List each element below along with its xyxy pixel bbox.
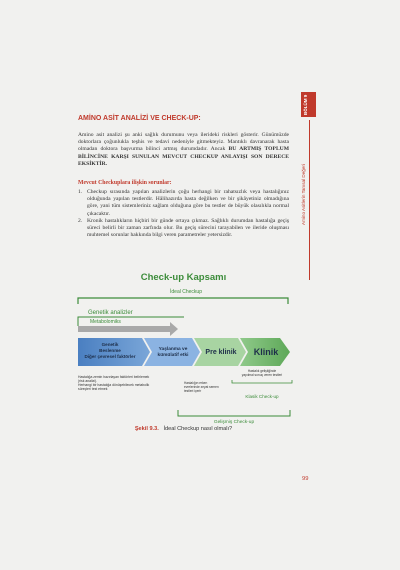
note-risk-line: Hastalığa zemin hazırlayan faktörleri belirlemek [78, 375, 150, 379]
caption-label: Şekil 9.3. [134, 426, 159, 432]
chapter-label: BÖLÜM 9 [303, 94, 308, 115]
note-clinic-line: yapılmal sonuç veren testleri [241, 373, 283, 377]
note-clinic-line: Hastalık geliştiğinde [247, 369, 277, 373]
intro-paragraph [78, 132, 289, 168]
list-item: 2. Kronik hastalıkların hiçbiri bir günde ortaya çıkmaz. Sağlıklı durumdan hastalığa geçiş süreci belirli bir zaman zarfında olur. Bu geçiş sürecini tarayabilen ve ileride oluşması muhtemel sorunlar hakkında bilgi veren parametreler yetersizdir. [78, 217, 289, 239]
ideal-checkup-label: İdeal Checkup [170, 289, 202, 295]
checkup-diagram [74, 282, 294, 432]
side-rule [309, 120, 310, 280]
intro-emphasis: BU ARTMIŞ TOPLUM BİLİNCİNE KARŞI SUNULAN MEVCUT CHECKUP ANLAYIŞI SON DERECE EKSİKTİR. [78, 146, 289, 167]
problems-heading: Mevcut Checkuplara ilişkin sorunlar: [78, 180, 172, 186]
note-risk-line: (risk analizi). [78, 379, 98, 383]
genetic-label: Genetik analizler [88, 310, 133, 316]
gelismis-checkup-label: Gelişmiş Check-up [213, 420, 255, 425]
note-risk-line: süreçleri test etmek [78, 387, 108, 391]
note-early-line: Hastalığın erken [184, 381, 208, 385]
metabolomics-label: Metabolomiks [90, 319, 121, 325]
ideal-bracket [78, 298, 288, 304]
klasik-bracket [232, 380, 292, 383]
problems-list [78, 189, 289, 239]
stage-preclinic-label: Pre klinik [205, 349, 237, 356]
gelismis-bracket [178, 410, 290, 416]
note-risk-line: Herhangi bir hastalığa dönüşebilecek metabolik [78, 383, 150, 387]
stage-diet-line: Beslenme [99, 348, 121, 353]
stage-genetics-line: Genetik [101, 342, 119, 347]
note-early-line: testleri içerir [184, 389, 202, 393]
list-item: 1. Checkup sırasında yapılan analizlerin çoğu herhangi bir rahatsızlık veya hastalığınız olduğunda yapılan testlerdir. Hâlihazırda hasta değilken ve bir şikâyetiniz olmadığına göre, yani tüm sistemleriniz sağlam olduğuna göre bu testler de büyük olasılıkla normal çıkacaktır. [78, 189, 289, 217]
stage-aging-arrow [144, 338, 200, 366]
stage-clinic-label: Klinik [253, 347, 279, 357]
stage-cumulative-line: kümülatif etki [157, 353, 189, 358]
intro-text: Amino asit analizi şu anki sağlık durumunu veya ilerideki riskleri gösterir. Günümüzde doktorlara çoğunlukla teşhis ve tedavi nedeniyle gitmekteyiz. Mantıklı davranarak hasta olmadan doktora başvurma bilinci artmış durumdadır. Ancak [78, 132, 289, 153]
note-early-line: evrelerinde zeyat semen [184, 385, 219, 389]
klasik-checkup-label: Klasik Check-up [245, 394, 279, 399]
figure-caption [78, 426, 289, 432]
chapter-tab [301, 92, 316, 117]
section-title: AMİNO ASİT ANALİZİ VE CHECK-UP: [78, 115, 201, 122]
running-title: Amino Asitlerin Tanısal Değeri [301, 164, 306, 225]
caption-text: İdeal Checkup nasıl olmalı? [163, 426, 233, 432]
figure-title: Check-up Kapsamı [140, 272, 227, 283]
stage-env-line: Diğer çevresel faktörler [84, 354, 136, 359]
page-number: 99 [302, 476, 309, 482]
stage-aging-line: Yaşlanma ve [158, 347, 188, 352]
